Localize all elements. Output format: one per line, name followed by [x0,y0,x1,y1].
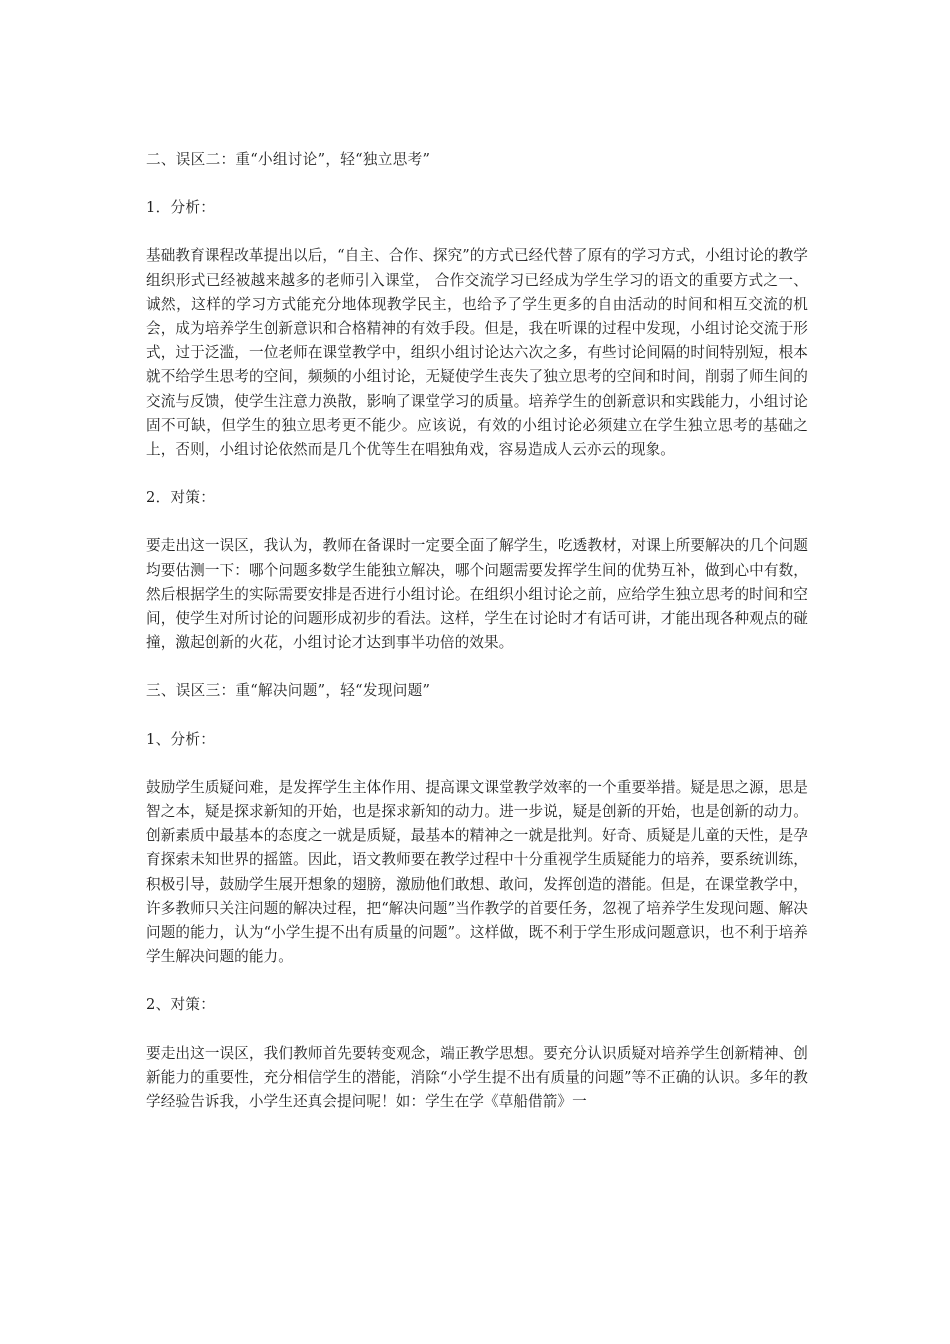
section2-strategy-label: 2．对策： [146,489,216,507]
section3-strategy-text: 要走出这一误区，我们教师首先要转变观念，端正教学思想。要充分认识质疑对培养学生创新精神、创新能力的重要性，充分相信学生的潜能，消除“小学生提不出有质量的问题”等不正确的认识。多年的教学经验告诉我，小学生还真会提问呢！如：学生在学《草船借箭》一 [146,1044,808,1111]
section3-strategy-label: 2、对策： [146,996,216,1014]
section3-analysis-label: 1、分析： [146,730,216,748]
section3-analysis-text: 鼓励学生质疑问难，是发挥学生主体作用、提高课文课堂教学效率的一个重要举措。疑是思之源，思是智之本，疑是探求新知的开始，也是探求新知的动力。进一步说，疑是创新的开始，也是创新的动力。创新素质中最基本的态度之一就是质疑，最基本的精神之一就是批判。好奇、质疑是儿童的天性，是孕育探索未知世界的摇篮。因此，语文教师要在教学过程中十分重视学生质疑能力的培养，要系统训练，积极引导，鼓励学生展开想象的翅膀，激励他们敢想、敢问，发挥创造的潜能。但是，在课堂教学中，许多教师只关注问题的解决过程，把“解决问题”当作教学的首要任务，忽视了培养学生发现问题、解决问题的能力，认为“小学生提不出有质量的问题”。这样做，既不利于学生形成问题意识，也不利于培养学生解决问题的能力。 [146,778,808,966]
document-page [146,148,808,1114]
section2-analysis-label: 1．分析： [146,199,216,217]
section2-strategy-text: 要走出这一误区，我认为，教师在备课时一定要全面了解学生，吃透教材，对课上所要解决的几个问题均要估测一下：哪个问题多数学生能独立解决，哪个问题需要发挥学生间的优势互补，做到心中有数，然后根据学生的实际需要安排是否进行小组讨论。在组织小组讨论之前，应给学生独立思考的时间和空间，使学生对所讨论的问题形成初步的看法。这样，学生在讨论时才有话可讲，才能出现各种观点的碰撞，激起创新的火花，小组讨论才达到事半功倍的效果。 [146,537,808,652]
section2-analysis-text: 基础教育课程改革提出以后，“自主、合作、探究”的方式已经代替了原有的学习方式，小组讨论的教学组织形式已经被越来越多的老师引入课堂， 合作交流学习已经成为学生学习的语文的重要方式之一、诚然，这样的学习方式能充分地体现教学民主，也给予了学生更多的自由活动的时间和相互交流的机会，成为培养学生创新意识和合格精神的有效手段。但是，我在听课的过程中发现，小组讨论交流于形式，过于泛滥，一位老师在课堂教学中，组织小组讨论达六次之多，有些讨论间隔的时间特别短，根本就不给学生思考的空间，频频的小组讨论，无疑使学生丧失了独立思考的空间和时间，削弱了师生间的交流与反馈，使学生注意力涣散，影响了课堂学习的质量。培养学生的创新意识和实践能力，小组讨论固不可缺，但学生的独立思考更不能少。应该说，有效的小组讨论必须建立在学生独立思考的基础之上，否则，小组讨论依然而是几个优等生在唱独角戏，容易造成人云亦云的现象。 [146,247,808,459]
section2-title: 二、误区二：重“小组讨论”，轻“独立思考” [146,151,431,168]
section3-title: 三、误区三：重“解决问题”，轻“发现问题” [146,682,431,700]
